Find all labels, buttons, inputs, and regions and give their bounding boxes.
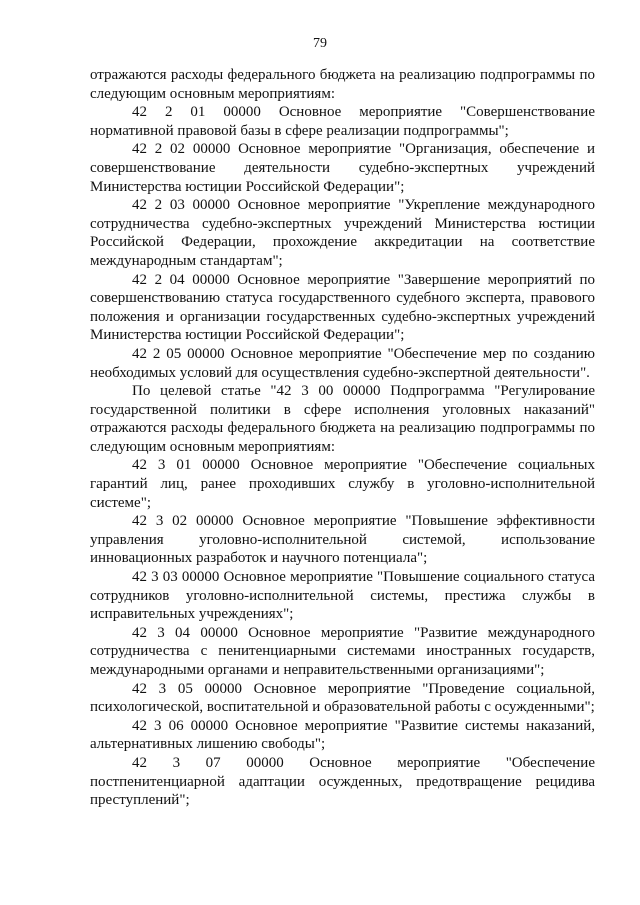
paragraph: 42 3 07 00000 Основное мероприятие "Обеспечение постпенитенциарной адаптации осужденных, предотвращение рецидива преступлений";	[90, 754, 595, 809]
paragraph: 42 2 04 00000 Основное мероприятие "Завершение мероприятий по совершенствованию статуса государственного судебного эксперта, правового положения и организации государственных судебно-экспертных учреждений Министерства юстиции Российской Федерации";	[90, 271, 595, 344]
paragraph: 42 2 05 00000 Основное мероприятие "Обеспечение мер по созданию необходимых условий для осуществления судебно-экспертной деятельности".	[90, 345, 595, 381]
paragraph: 42 2 02 00000 Основное мероприятие "Организация, обеспечение и совершенствование деятельности судебно-экспертных учреждений Министерства юстиции Российской Федерации";	[90, 141, 595, 195]
document-body	[90, 66, 595, 810]
paragraph: отражаются расходы федерального бюджета на реализацию подпрограммы по следующим основным мероприятиям:	[90, 67, 595, 102]
paragraph: 42 3 06 00000 Основное мероприятие "Развитие системы наказаний, альтернативных лишению свободы";	[90, 717, 595, 753]
paragraph: 42 3 05 00000 Основное мероприятие "Проведение социальной, психологической, воспитательной и образовательной работы с осужденными";	[90, 680, 595, 716]
paragraph: 42 2 01 00000 Основное мероприятие "Совершенствование нормативной правовой базы в сфере реализации подпрограммы";	[90, 104, 595, 139]
paragraph: 42 3 02 00000 Основное мероприятие "Повышение эффективности управления уголовно-исполнительной системой, использование инновационных разработок и научного потенциала";	[90, 513, 595, 567]
page-number: 79	[313, 36, 327, 51]
paragraph: 42 3 03 00000 Основное мероприятие "Повышение социального статуса сотрудников уголовно-исполнительной системы, престижа службы в исправительных учреждениях";	[90, 569, 595, 623]
paragraph: 42 3 04 00000 Основное мероприятие "Развитие международного сотрудничества с пенитенциарными системами иностранных государств, международными органами и неправительственными организациями";	[90, 624, 595, 678]
paragraph: 42 2 03 00000 Основное мероприятие "Укрепление международного сотрудничества судебно-экспертных учреждений Министерства юстиции Российской Федерации, прохождение аккредитации на соответствие международным стандартам";	[90, 197, 595, 269]
paragraph: 42 3 01 00000 Основное мероприятие "Обеспечение социальных гарантий лиц, ранее проходивших службу в уголовно-исполнительной системе";	[90, 457, 595, 511]
paragraph: По целевой статье "42 3 00 00000 Подпрограмма "Регулирование государственной политики в сфере исполнения уголовных наказаний" отражаются расходы федерального бюджета на реализацию подпрограммы по следующим основным мероприятиям:	[90, 383, 595, 455]
